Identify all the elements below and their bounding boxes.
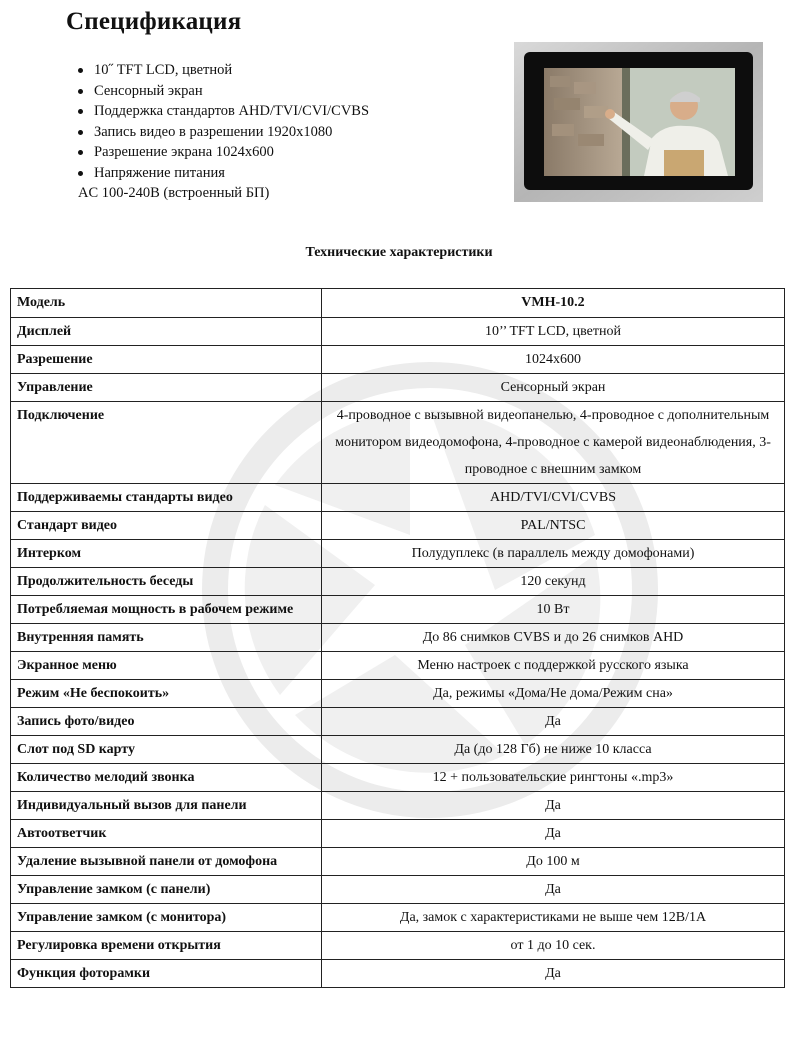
spec-key: Удаление вызывной панели от домофона xyxy=(11,848,322,876)
table-row xyxy=(11,318,785,346)
spec-key: Стандарт видео xyxy=(11,512,322,540)
table-row xyxy=(11,820,785,848)
table-row xyxy=(11,960,785,988)
feature-item: Сенсорный экран xyxy=(82,81,369,102)
spec-value: Да xyxy=(322,820,785,848)
table-row xyxy=(11,568,785,596)
table-row xyxy=(11,512,785,540)
spec-value: Да xyxy=(322,708,785,736)
table-row xyxy=(11,596,785,624)
table-row xyxy=(11,708,785,736)
spec-key: Индивидуальный вызов для панели xyxy=(11,792,322,820)
spec-key: Режим «Не беспокоить» xyxy=(11,680,322,708)
table-row xyxy=(11,904,785,932)
spec-key: Запись фото/видео xyxy=(11,708,322,736)
spec-value: AHD/TVI/CVI/CVBS xyxy=(322,484,785,512)
spec-value: 12 + пользовательские рингтоны «.mp3» xyxy=(322,764,785,792)
spec-value: Да, замок с характеристиками не выше чем 12В/1А xyxy=(322,904,785,932)
spec-key: Автоответчик xyxy=(11,820,322,848)
spec-key: Слот под SD карту xyxy=(11,736,322,764)
spec-key: Потребляемая мощность в рабочем режиме xyxy=(11,596,322,624)
table-row xyxy=(11,540,785,568)
spec-key: Подключение xyxy=(11,402,322,484)
spec-key: Внутренняя память xyxy=(11,624,322,652)
table-row xyxy=(11,289,785,318)
table-title: Технические характеристики xyxy=(305,245,493,260)
spec-value: Да xyxy=(322,792,785,820)
table-row xyxy=(11,736,785,764)
table-row xyxy=(11,652,785,680)
table-row xyxy=(11,764,785,792)
spec-value: 4-проводное с вызывной видеопанелью, 4-проводное с дополнительным монитором видеодомофона, 4-проводное с камерой видеонаблюдения, 3-проводное с внешним замком xyxy=(322,402,785,484)
spec-value: До 100 м xyxy=(322,848,785,876)
table-row xyxy=(11,484,785,512)
spec-value: Да, режимы «Дома/Не дома/Режим сна» xyxy=(322,680,785,708)
table-row xyxy=(11,346,785,374)
product-photo xyxy=(514,42,763,202)
spec-table xyxy=(10,288,785,988)
page-title: Спецификация xyxy=(66,8,242,35)
spec-key: Управление замком (с панели) xyxy=(11,876,322,904)
feature-item: Разрешение экрана 1024х600 xyxy=(82,142,369,163)
spec-key: Модель xyxy=(11,289,322,318)
spec-value: 1024х600 xyxy=(322,346,785,374)
spec-key: Дисплей xyxy=(11,318,322,346)
spec-key: Интерком xyxy=(11,540,322,568)
spec-value: Меню настроек с поддержкой русского языка xyxy=(322,652,785,680)
spec-value: Сенсорный экран xyxy=(322,374,785,402)
spec-key: Управление замком (с монитора) xyxy=(11,904,322,932)
table-row xyxy=(11,792,785,820)
spec-value: До 86 снимков CVBS и до 26 снимков AHD xyxy=(322,624,785,652)
spec-value: от 1 до 10 сек. xyxy=(322,932,785,960)
spec-value: VMH-10.2 xyxy=(322,289,785,318)
table-row xyxy=(11,680,785,708)
spec-value: PAL/NTSC xyxy=(322,512,785,540)
table-row xyxy=(11,848,785,876)
feature-list xyxy=(70,60,369,204)
spec-key: Поддерживаемы стандарты видео xyxy=(11,484,322,512)
feature-item: 10˝ TFT LCD, цветной xyxy=(82,60,369,81)
spec-key: Количество мелодий звонка xyxy=(11,764,322,792)
table-row xyxy=(11,624,785,652)
table-row xyxy=(11,402,785,484)
spec-value: Полудуплекс (в параллель между домофонами) xyxy=(322,540,785,568)
table-row xyxy=(11,876,785,904)
feature-item: Поддержка стандартов AHD/TVI/CVI/CVBS xyxy=(82,101,369,122)
spec-key: Регулировка времени открытия xyxy=(11,932,322,960)
feature-item: Напряжение питания xyxy=(82,163,369,184)
spec-value: 120 секунд xyxy=(322,568,785,596)
spec-key: Разрешение xyxy=(11,346,322,374)
table-row xyxy=(11,932,785,960)
spec-value: Да (до 128 Гб) не ниже 10 класса xyxy=(322,736,785,764)
spec-value: 10 Вт xyxy=(322,596,785,624)
spec-key: Экранное меню xyxy=(11,652,322,680)
spec-value: Да xyxy=(322,876,785,904)
spec-key: Управление xyxy=(11,374,322,402)
feature-item-continuation: AC 100-240В (встроенный БП) xyxy=(78,185,270,201)
spec-value: Да xyxy=(322,960,785,988)
feature-item: Запись видео в разрешении 1920х1080 xyxy=(82,122,369,143)
spec-key: Продолжительность беседы xyxy=(11,568,322,596)
spec-key: Функция фоторамки xyxy=(11,960,322,988)
spec-value: 10’’ TFT LCD, цветной xyxy=(322,318,785,346)
table-row xyxy=(11,374,785,402)
